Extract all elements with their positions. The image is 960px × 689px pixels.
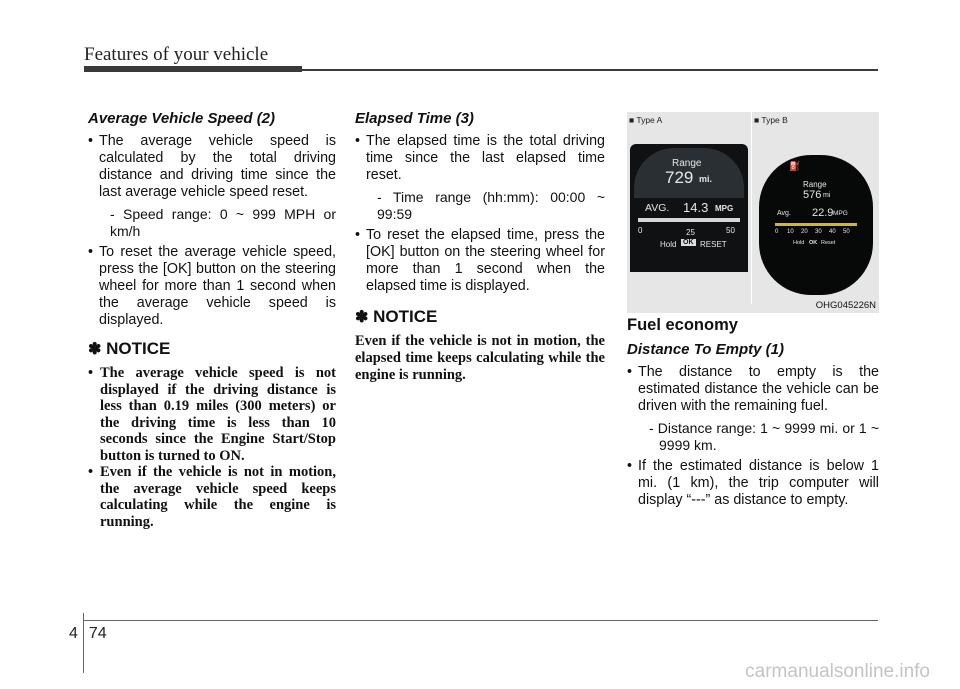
type-a-range-value: 729 [665,168,694,187]
type-a-label: ■ Type A [629,115,663,125]
notice-1-bullet-1: • The average vehicle speed is not displayed if the driving distance is less than 0.19 miles (300 meters) or the driving time is less than 10 seconds since the Engine Start/Stop button is turned to ON. [88,365,336,464]
notice-2-title: NOTICE [373,307,438,326]
header-rule-thick [84,66,302,72]
speed-range: - Speed range: 0 ~ 999 MPH or km/h [110,206,336,239]
type-a-hold-label: Hold [660,240,677,249]
footer-rule [84,620,878,621]
notice-2-text: Even if the vehicle is not in motion, the elapsed time keeps calculating while the engine is running. [355,333,605,383]
type-b-range-unit: mi [823,192,831,199]
page-number [69,625,107,643]
type-b-scale-4: 40 [829,229,836,235]
distance-range: - Distance range: 1 ~ 9999 mi. or 1 ~ 9999 km. [649,420,879,453]
avg-speed-bullet-1 [88,133,336,240]
section-number: 4 [69,625,78,642]
cluster-figure [627,112,879,313]
avg-speed-list [88,133,336,329]
dte-bullet-2: • If the estimated distance is below 1 mi. (1 km), the trip computer will display “---” as distance to empty. [627,458,879,509]
column-1 [88,110,336,530]
type-b-range-value: 576 [803,189,822,201]
dte-bullet-1-text: The distance to empty is the estimated distance the vehicle can be driven with the remaining fuel. [638,364,879,414]
notice-1-bullet-2: • Even if the vehicle is not in motion, the average vehicle speed keeps calculating while the engine is running. [88,464,336,530]
type-b-hold-label: Hold [793,240,805,246]
elapsed-bullet-2: • To reset the elapsed time, press the [OK] button on the steering wheel for more than 1 second when the elapsed time is displayed. [355,227,605,295]
type-b-display [759,155,873,295]
type-b-avg-label: Avg. [777,210,791,217]
avg-speed-bullet-2: • To reset the average vehicle speed, press the [OK] button on the steering wheel for more than 1 second when the average vehicle speed is displayed. [88,244,336,329]
column-2 [355,110,605,384]
type-b-ok-label: OK [809,240,818,246]
type-a-scale-1: 25 [686,228,695,237]
notice-1-list [88,365,336,530]
dte-list [627,364,879,509]
type-a-ok-badge: OK [683,239,694,246]
time-range: - Time range (hh:mm): 00:00 ~ 99:59 [377,189,605,222]
type-a-avg-unit: MPG [715,204,734,213]
avg-speed-heading: Average Vehicle Speed (2) [88,110,276,127]
type-a-avg-value: 14.3 [683,200,709,215]
fuel-pump-icon: ⛽ [789,161,801,171]
dte-heading: Distance To Empty (1) [627,341,784,358]
avg-speed-bullet-1-text: The average vehicle speed is calculated by the total driving distance and driving time since the last average vehicle speed reset. [99,133,336,200]
notice-star-icon: ✽ [88,341,102,358]
type-b-gauge-bar [775,223,857,226]
elapsed-list [355,133,605,295]
figure-code: OHG045226N [815,300,876,311]
column-3 [627,316,879,513]
type-a-range-label: Range [672,158,702,169]
type-b-scale-2: 20 [801,229,808,235]
elapsed-bullet-1 [355,133,605,223]
type-b-range-label: Range [803,180,827,189]
fuel-economy-heading: Fuel economy [627,316,738,334]
notice-1-title: NOTICE [106,339,171,358]
type-a-avg-label: AVG. [645,202,670,214]
watermark: carmanualsonline.info [745,661,930,682]
type-b-scale-5: 50 [843,229,850,235]
type-b-avg-value: 22.9 [812,207,834,219]
page-header-title: Features of your vehicle [84,44,269,65]
type-b-label: ■ Type B [754,115,788,125]
type-a-reset-label: RESET [700,240,727,249]
header-rule-thin [302,69,878,71]
type-a-scale-2: 50 [726,226,735,235]
figure-divider [751,112,752,304]
type-b-reset-label: Reset [821,240,836,246]
type-a-scale-0: 0 [638,226,643,235]
type-a-gauge-bar [638,218,740,222]
footer-vertical-rule [83,613,84,673]
type-a-display [630,144,748,272]
page-number-value: 74 [88,625,107,642]
notice-2-heading [355,307,605,327]
type-b-avg-unit: MPG [833,210,848,217]
elapsed-time-heading: Elapsed Time (3) [355,110,474,127]
elapsed-bullet-1-text: The elapsed time is the total driving time since the last elapsed time reset. [366,133,605,183]
notice-1-heading [88,339,336,359]
type-a-range-unit: mi. [699,174,713,184]
dte-bullet-1 [627,364,879,454]
type-b-scale-1: 10 [787,229,794,235]
notice-star-icon: ✽ [355,309,369,326]
type-b-scale-3: 30 [815,229,822,235]
type-b-scale-0: 0 [775,229,779,235]
